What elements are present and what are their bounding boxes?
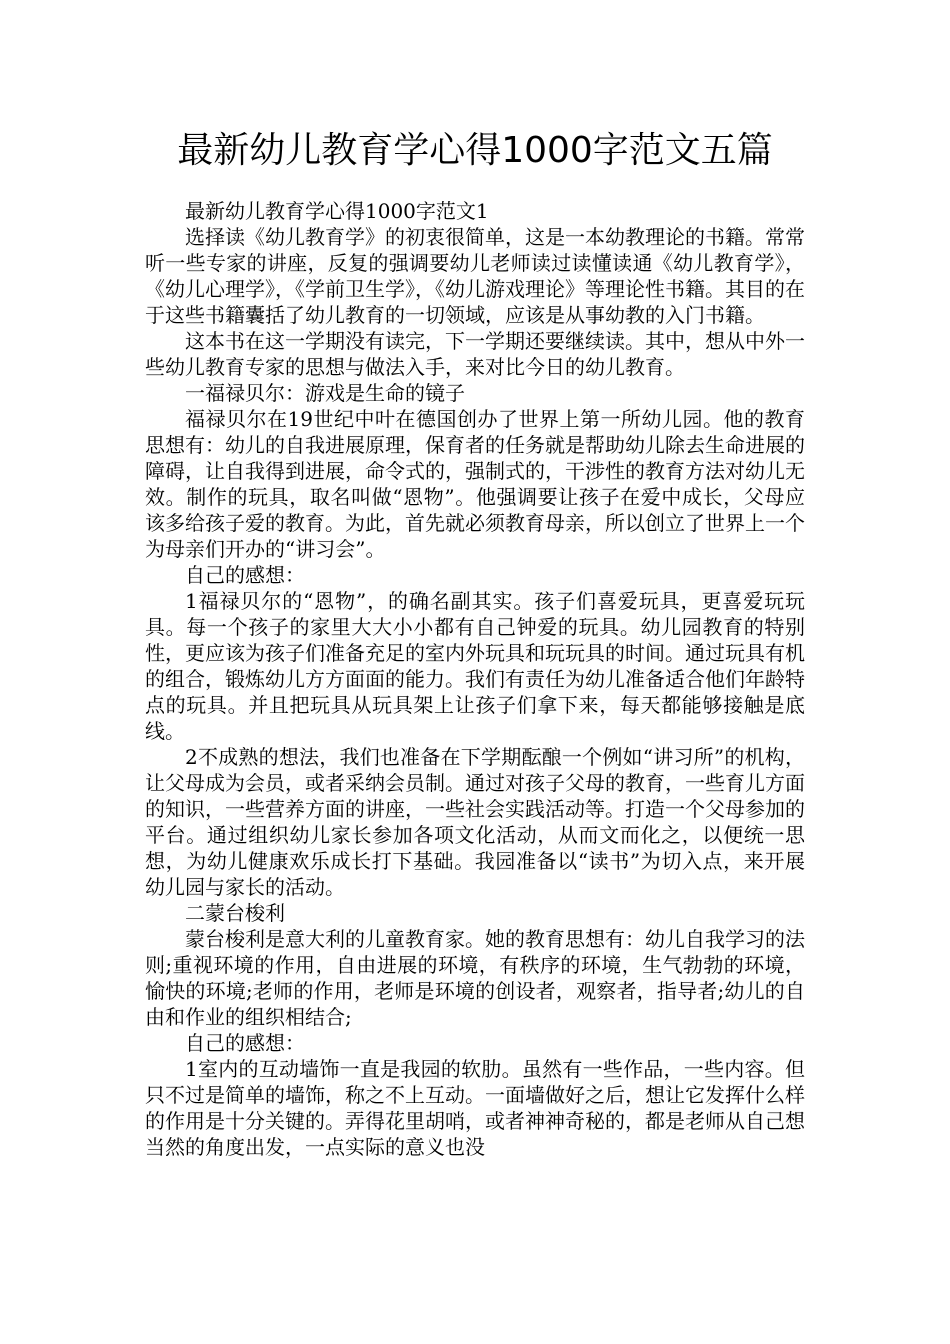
paragraph: 福禄贝尔在19世纪中叶在德国创办了世界上第一所幼儿园。他的教育思想有：幼儿的自我进展原理，保育者的任务就是帮助幼儿除去生命进展的障碍，让自我得到进展，命令式的，强制式的，干涉性的教育方法对幼儿无效。制作的玩具，取名叫做“恩物”。他强调要让孩子在爱中成长，父母应该多给孩子爱的教育。为此，首先就必须教育母亲，所以创立了世界上一个为母亲们开办的“讲习会”。 — [145, 407, 805, 561]
paragraph: 这本书在这一学期没有读完，下一学期还要继续读。其中，想从中外一些幼儿教育专家的思想与做法入手，来对比今日的幼儿教育。 — [145, 329, 805, 379]
paragraph: 蒙台梭利是意大利的儿童教育家。她的教育思想有：幼儿自我学习的法则;重视环境的作用，自由进展的环境，有秩序的环境，生气勃勃的环境，愉快的环境;老师的作用，老师是环境的创设者，观察者，指导者;幼儿的自由和作业的组织相结合; — [145, 927, 805, 1029]
subheading: 自己的感想： — [185, 563, 305, 587]
document-title: 最新幼儿教育学心得1000字范文五篇 — [177, 130, 773, 171]
section-heading: 最新幼儿教育学心得1000字范文1 — [185, 199, 489, 223]
section-heading: 二蒙台梭利 — [185, 901, 285, 925]
section-heading: 一福禄贝尔：游戏是生命的镜子 — [185, 381, 465, 405]
paragraph: 1福禄贝尔的“恩物”，的确名副其实。孩子们喜爱玩具，更喜爱玩玩具。每一个孩子的家里大大小小都有自己钟爱的玩具。幼儿园教育的特别性，更应该为孩子们准备充足的室内外玩具和玩玩具的时间。通过玩具有机的组合，锻炼幼儿方方面面的能力。我们有责任为幼儿准备适合他们年龄特点的玩具。并且把玩具从玩具架上让孩子们拿下来，每天都能够接触是底线。 — [145, 589, 805, 743]
paragraph: 1室内的互动墙饰一直是我园的软肋。虽然有一些作品，一些内容。但只不过是简单的墙饰，称之不上互动。一面墙做好之后，想让它发挥什么样的作用是十分关键的。弄得花里胡哨，或者神神奇秘的，都是老师从自己想当然的角度出发，一点实际的意义也没 — [145, 1057, 805, 1159]
document-body — [145, 198, 805, 1160]
paragraph: 选择读《幼儿教育学》的初衷很简单，这是一本幼教理论的书籍。常常听一些专家的讲座，反复的强调要幼儿老师读过读懂读通《幼儿教育学》，《幼儿心理学》，《学前卫生学》，《幼儿游戏理论》等理论性书籍。其目的在于这些书籍囊括了幼儿教育的一切领域，应该是从事幼教的入门书籍。 — [145, 225, 805, 327]
subheading: 自己的感想： — [185, 1031, 305, 1055]
paragraph: 2不成熟的想法，我们也准备在下学期酝酿一个例如“讲习所”的机构，让父母成为会员，或者采纳会员制。通过对孩子父母的教育，一些育儿方面的知识，一些营养方面的讲座，一些社会实践活动等。打造一个父母参加的平台。通过组织幼儿家长参加各项文化活动，从而文而化之，以便统一思想，为幼儿健康欢乐成长打下基础。我园准备以“读书”为切入点，来开展幼儿园与家长的活动。 — [145, 745, 805, 899]
